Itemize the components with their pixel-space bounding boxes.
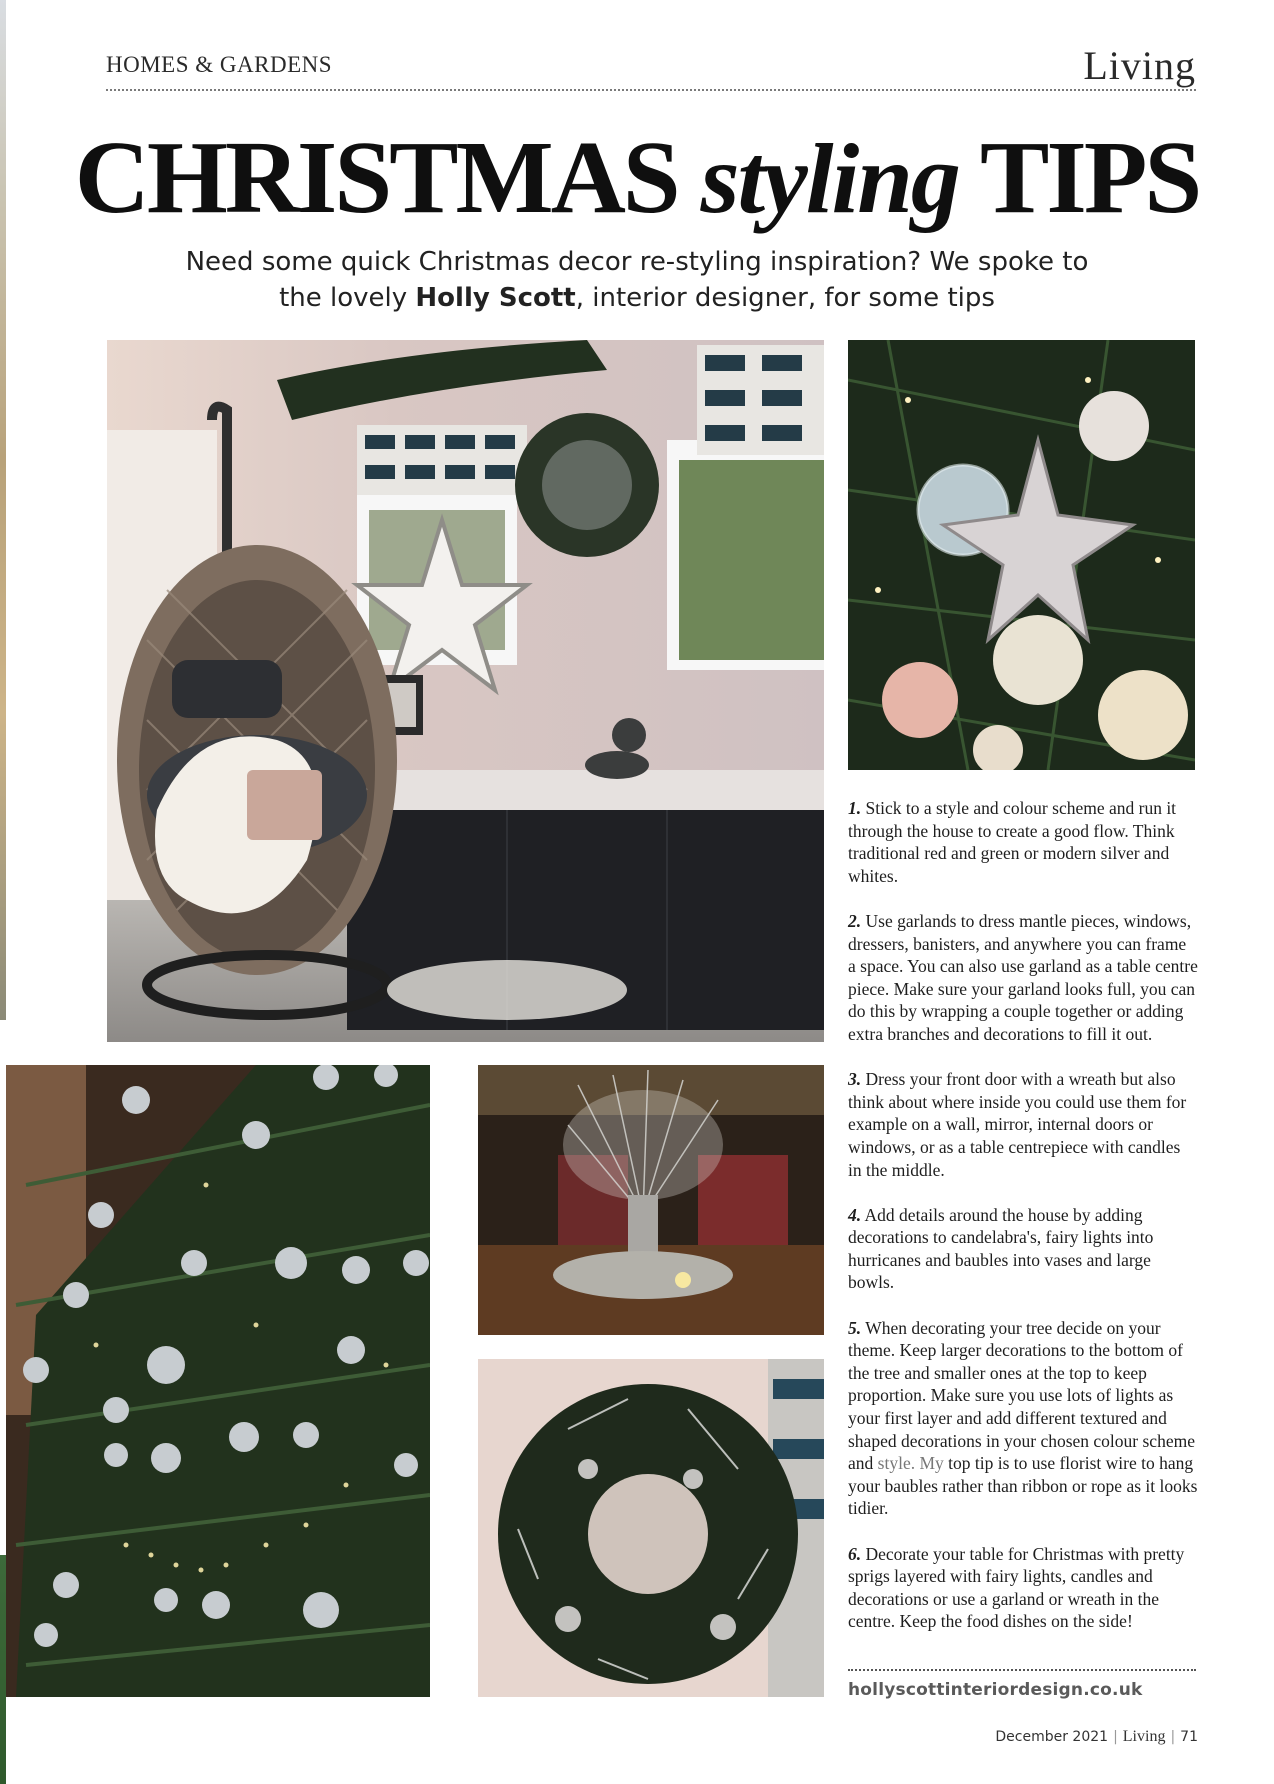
tip-5 [848,1317,1198,1520]
section-title: Living [1083,43,1196,88]
designer-name: Holly Scott [415,283,576,313]
tip-text: Add details around the house by adding decorations to candelabra's, fairy lights into hurricanes and baubles into vases and large bowls. [848,1204,1154,1293]
tip-2 [848,910,1198,1046]
tip-text-muted: style. My [877,1453,944,1474]
website-rule [848,1669,1196,1671]
masthead [106,43,1196,90]
tips-column [848,797,1198,1656]
photo-wreath [478,1359,824,1697]
photo-living-room-egg-chair [107,340,824,1042]
standfirst-line-2-pre: the lovely [279,283,416,313]
headline-part-2: styling [700,123,959,234]
tip-number: 2. [848,910,862,931]
tip-number: 6. [848,1543,862,1564]
tip-text: Dress your front door with a wreath but also think about where inside you could use them for example on a wall, mirror, internal doors or windows, or as a table centrepiece with candles in the middle. [848,1069,1187,1180]
masthead-rule [106,89,1196,91]
tip-number: 3. [848,1069,862,1090]
tip-3 [848,1068,1198,1181]
tip-number: 5. [848,1317,862,1338]
tip-1 [848,797,1198,887]
standfirst [160,244,1114,316]
tip-number: 4. [848,1204,862,1225]
photo-tree-star-baubles [848,340,1195,770]
folio-separator: | [1113,1729,1118,1745]
tip-text-pre: When decorating your tree decide on your theme. Keep larger decorations to the bottom of the tree and smaller ones at the top to keep proportion. Make sure you use lots of lights as your first layer and add different textured and shaped decorations in your chosen colour scheme and [848,1317,1195,1474]
tip-text: Use garlands to dress mantle pieces, windows, dressers, banisters, and anywhere you can frame a space. You can also use garland as a table centre piece. Make sure your garland looks full, you can do this by wrapping a couple together or adding extra branches and decorations to fill it out. [848,910,1198,1044]
folio-date: December 2021 [995,1729,1109,1745]
tip-4 [848,1204,1198,1294]
folio-section: Living [1122,1728,1166,1745]
standfirst-line-1: Need some quick Christmas decor re-styling inspiration? We spoke to [185,247,1089,277]
folio-separator: | [1170,1729,1176,1745]
tip-text: Stick to a style and colour scheme and run it through the house to create a good flow. Think traditional red and green or modern silver and whites. [848,798,1177,886]
tip-6 [848,1543,1198,1633]
tip-number: 1. [848,798,862,818]
tip-text-post: top tip is to use florist wire to hang your baubles rather than ribbon or rope as it looks tidier. [848,1453,1198,1519]
page-folio [995,1728,1198,1746]
tip-text: Decorate your table for Christmas with pretty sprigs layered with fairy lights, candles and decorations or use a garland or wreath in the centre. Keep the food dishes on the side! [848,1543,1185,1632]
headline-part-1: CHRISTMAS [74,120,701,235]
designer-website-link[interactable]: hollyscottinteriordesign.co.uk [848,1680,1143,1700]
page-number: 71 [1180,1729,1198,1745]
standfirst-line-2-post: , interior designer, for some tips [575,283,995,313]
headline-part-3: TIPS [958,120,1200,235]
photo-decorated-tree [6,1065,430,1697]
magazine-brand: HOMES & GARDENS [106,52,333,77]
article-headline [0,118,1274,239]
photo-table-centrepiece [478,1065,824,1335]
